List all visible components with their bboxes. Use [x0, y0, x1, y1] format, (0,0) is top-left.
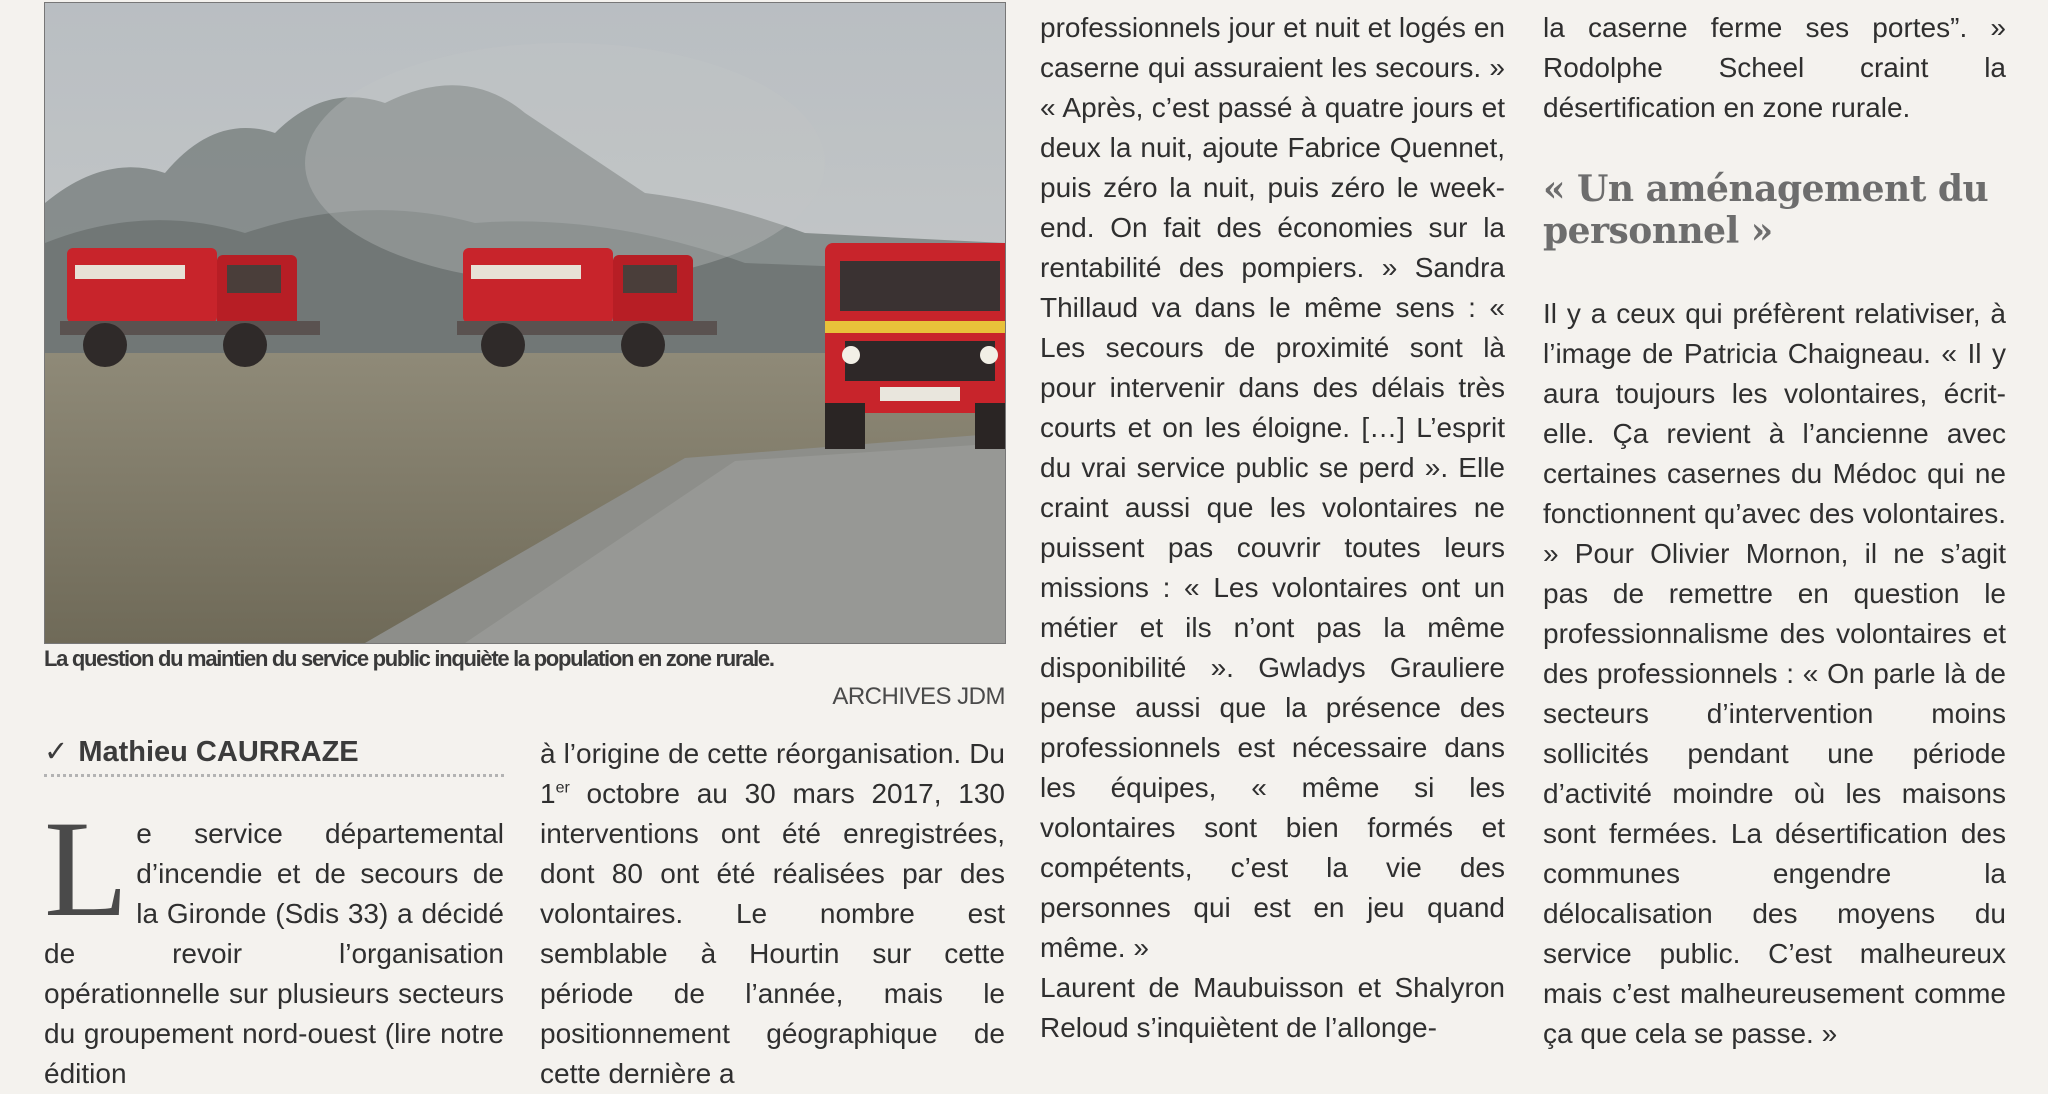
- drop-cap: L: [44, 792, 129, 945]
- section-subheading: « Un aménagement du personnel »: [1543, 168, 1989, 252]
- column-3-text: professionnels jour et nuit et logés en caserne qui assuraient les secours. » « Après, c’est passé à quatre jours et deux la nuit, ajoute Fabrice Quennet, puis zéro la nuit, puis zéro le week-end. On fait des économies sur la rentabilité des pompiers. » Sandra Thillaud va dans le même sens : « Les secours de proximité sont là pour intervenir dans des délais très courts et on les éloigne. […] L’esprit du vrai service public se perd ». Elle craint aussi que les volontaires ne puissent pas couvrir toutes leurs missions : « Les volontaires ont un métier et ils n’ont pas la même disponibilité ». Gwladys Grauliere pense aussi que la présence des professionnels est nécessaire dans les équipes, « même si les volontaires sont bien formés et compétents, c’est la vie des personnes qui est en jeu quand même. »: [1040, 12, 1505, 963]
- fire-trucks-photo: [45, 3, 1005, 643]
- article-column-4-bottom: [1543, 294, 2006, 1054]
- check-icon: ✓: [44, 736, 69, 768]
- column-2-text-b: octobre au 30 mars 2017, 130 interventions ont été enregistrées, dont 80 ont été réalisées par des volontaires. Le nombre est semblable à Hourtin sur cette période de l’année, mais le positionnement géographique de cette dernière a: [540, 778, 1005, 1089]
- article-column-1: [44, 792, 504, 1094]
- column-4-text-a: la caserne ferme ses portes”. » Rodolphe Scheel craint la désertification en zone rurale.: [1543, 12, 2006, 123]
- author-name: Mathieu CAURRAZE: [78, 736, 359, 768]
- column-3-text-b: Laurent de Maubuisson et Shalyron Reloud s’inquiètent de l’allonge-: [1040, 972, 1505, 1043]
- photo-caption: La question du maintien du service public inquiète la population en zone rurale.: [44, 646, 774, 671]
- column-4-text-b: Il y a ceux qui préfèrent relativiser, à l’image de Patricia Chaigneau. « Il y aura toujours les volontaires, écrit-elle. Ça revient à l’ancienne avec certaines casernes du Médoc qui ne fonctionnent qu’avec des volontaires. » Pour Olivier Mornon, il ne s’agit pas de remettre en question le professionnalisme des volontaires et des professionnels : « On parle là de secteurs d’intervention moins sollicités pendant une période d’activité moindre où les maisons sont fermées. La désertification des communes engendre la délocalisation des moyens du service public. C’est malheureux mais c’est malheureusement comme ça que cela se passe. »: [1543, 298, 2006, 1049]
- author-byline: [44, 734, 504, 769]
- article-photo: [44, 2, 1006, 644]
- byline-divider: [44, 774, 504, 777]
- article-column-4-top: [1543, 8, 2006, 128]
- photo-credit: ARCHIVES JDM: [832, 683, 1005, 710]
- article-column-2: [540, 734, 1005, 1094]
- column-2-text-a: à l’origine de cette réorganisation. Du 1: [540, 738, 1005, 809]
- column-1-text: e service départemental d’incendie et de secours de la Gironde (Sdis 33) a décidé de revoir l’organisation opérationnelle sur plusieurs secteurs du groupement nord-ouest (lire notre édition: [44, 818, 504, 1089]
- article-column-3: [1040, 8, 1505, 1048]
- ordinal-superscript: er: [555, 779, 570, 797]
